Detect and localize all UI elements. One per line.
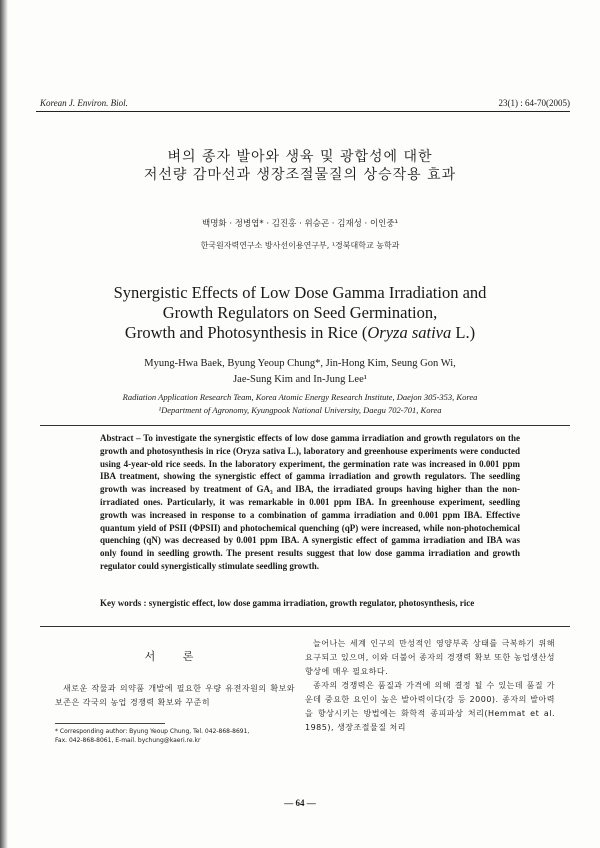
- english-title-line2: Growth Regulators on Seed Germination,: [162, 303, 438, 322]
- footnote-rule: [55, 723, 165, 724]
- korean-title-line2: 저선량 감마선과 생장조절물질의 상승작용 효과: [143, 167, 457, 183]
- korean-title-line1: 벼의 종자 발아와 생육 및 광합성에 대한: [167, 149, 433, 165]
- abstract: Abstract – To investigate the synergistic effects of low dose gamma irradiation and growth regulators on the growth and photosynthesis in rice (Oryza sativa L.), laboratory and greenhouse experiments were conducted using 4-year-old rice seeds. In the laboratory experiment, the germination rate was increased in 0.001 ppm IBA treatment, showing the synergistic effect of gamma irradiation and growth regulators. The seedling growth was increased by treatment of GA₃ and IBA, the irradiated groups having higher than the non-irradiated ones. Particularly, it was remarkable in 0.001 ppm IBA. In greenhouse experiment, seedling growth was increased in response to a combination of gamma irradiation and 0.001 ppm IBA. Effective quantum yield of PSII (ΦPSII) and photochemical quenching (qP) were increased, while non-photochemical quenching (qN) was decreased by 0.001 ppm IBA. A synergistic effect of gamma irradiation and IBA was only found in seedling growth. The present results suggest that low dose gamma irradiation and growth regulator could synergistically stimulate seedling growth.: [100, 433, 520, 571]
- korean-affiliation: 한국원자력연구소 방사선이용연구부, ¹경북대학교 농학과: [200, 241, 400, 250]
- running-header: [40, 98, 570, 108]
- footnote: [55, 727, 295, 745]
- english-affiliation-line2: ¹Department of Agronomy, Kyungpook National University, Daegu 702-701, Korea: [158, 405, 442, 415]
- korean-authors: 백명화 · 정병엽* · 김진홍 · 위승곤 · 김재성 · 이인중¹: [202, 219, 398, 229]
- abstract-rule-bottom: [40, 626, 570, 627]
- scan-edge-shadow: [0, 0, 8, 848]
- abstract-text: To investigate the synergistic effects of low dose gamma irradiation and growth regulators on the growth and photosynthesis in rice (Oryza sativa L.), laboratory and greenhouse experiments were conducted using 4-year-old rice seeds. In the laboratory experiment, the germination rate was increased in 0.001 ppm IBA treatment, showing the synergistic effect of gamma irradiation and growth regulators. The seedling growth was increased by treatment of GA₃ and IBA, the irradiated groups having higher than the non-irradiated ones. Particularly, it was remarkable in 0.001 ppm IBA. In greenhouse experiment, seedling growth was increased in response to a combination of gamma irradiation and 0.001 ppm IBA. Effective quantum yield of PSII (ΦPSII) and photochemical quenching (qP) were increased, while non-photochemical quenching (qN) was decreased by 0.001 ppm IBA. A synergistic effect of gamma irradiation and IBA was only found in seedling growth. The present results suggest that low dose gamma irradiation and growth regulator could synergistically stimulate seedling growth.: [100, 433, 520, 571]
- english-title-line3-post: L.): [451, 323, 476, 342]
- korean-title: [60, 148, 540, 184]
- english-affiliation: [40, 391, 560, 417]
- english-authors-line1: Myung-Hwa Baek, Byung Yeoup Chung*, Jin-Hong Kim, Seung Gon Wi,: [144, 358, 456, 369]
- citation: 23(1) : 64-70(2005): [498, 98, 570, 108]
- abstract-rule-top: [40, 425, 570, 426]
- english-title: [50, 283, 550, 343]
- section-heading-introduction: 서 론: [144, 650, 206, 663]
- english-title-line3-pre: Growth and Photosynthesis in Rice (: [124, 323, 368, 342]
- header-rule: [36, 111, 570, 112]
- page-number: — 64 —: [284, 798, 316, 808]
- footnote-line1: * Corresponding author: Byung Yeoup Chung, Tel. 042-868-8691,: [55, 728, 250, 735]
- left-paragraph-1: 새로운 작물과 의약품 개발에 필요한 우량 유전자원의 확보와 보존은 각국의 농업 경쟁력 확보와 꾸준히: [55, 684, 295, 707]
- right-paragraph-2: 종자의 경쟁력은 품질과 가격에 의해 결정 될 수 있는데 품질 가운데 중요한 요인이 높은 발아력이다(강 등 2000). 종자의 발아력을 향상시키는 방법에는 화학적 종피파상 처리(Hemmat et al. 1985), 생장조절물질 처리: [305, 681, 555, 732]
- english-authors-line2: Jae-Sung Kim and In-Jung Lee¹: [233, 374, 367, 385]
- abstract-label: Abstract: [100, 433, 134, 443]
- keywords: Key words : synergistic effect, low dose gamma irradiation, growth regulator, photosynthesis, rice: [100, 598, 475, 608]
- footnote-line2: Fax. 042-868-8061, E-mail. bychung@kaeri.re.kr: [55, 737, 201, 744]
- left-column: [55, 630, 295, 710]
- english-authors: [60, 356, 540, 388]
- english-title-line3: [50, 323, 550, 343]
- english-affiliation-line1: Radiation Application Research Team, Korea Atomic Energy Research Institute, Daejon 305-353, Korea: [122, 392, 478, 402]
- english-title-line1: Synergistic Effects of Low Dose Gamma Irradiation and: [113, 283, 487, 302]
- right-paragraph-1: 늘어나는 세계 인구의 만성적인 영양부족 상태를 극복하기 위해 요구되고 있으며, 이와 더불어 종자의 경쟁력 확보 또한 농업생산성 향상에 매우 필요하다.: [305, 639, 555, 676]
- right-column: [305, 637, 555, 735]
- journal-name: Korean J. Environ. Biol.: [40, 98, 128, 108]
- species-name: Oryza sativa: [367, 323, 452, 342]
